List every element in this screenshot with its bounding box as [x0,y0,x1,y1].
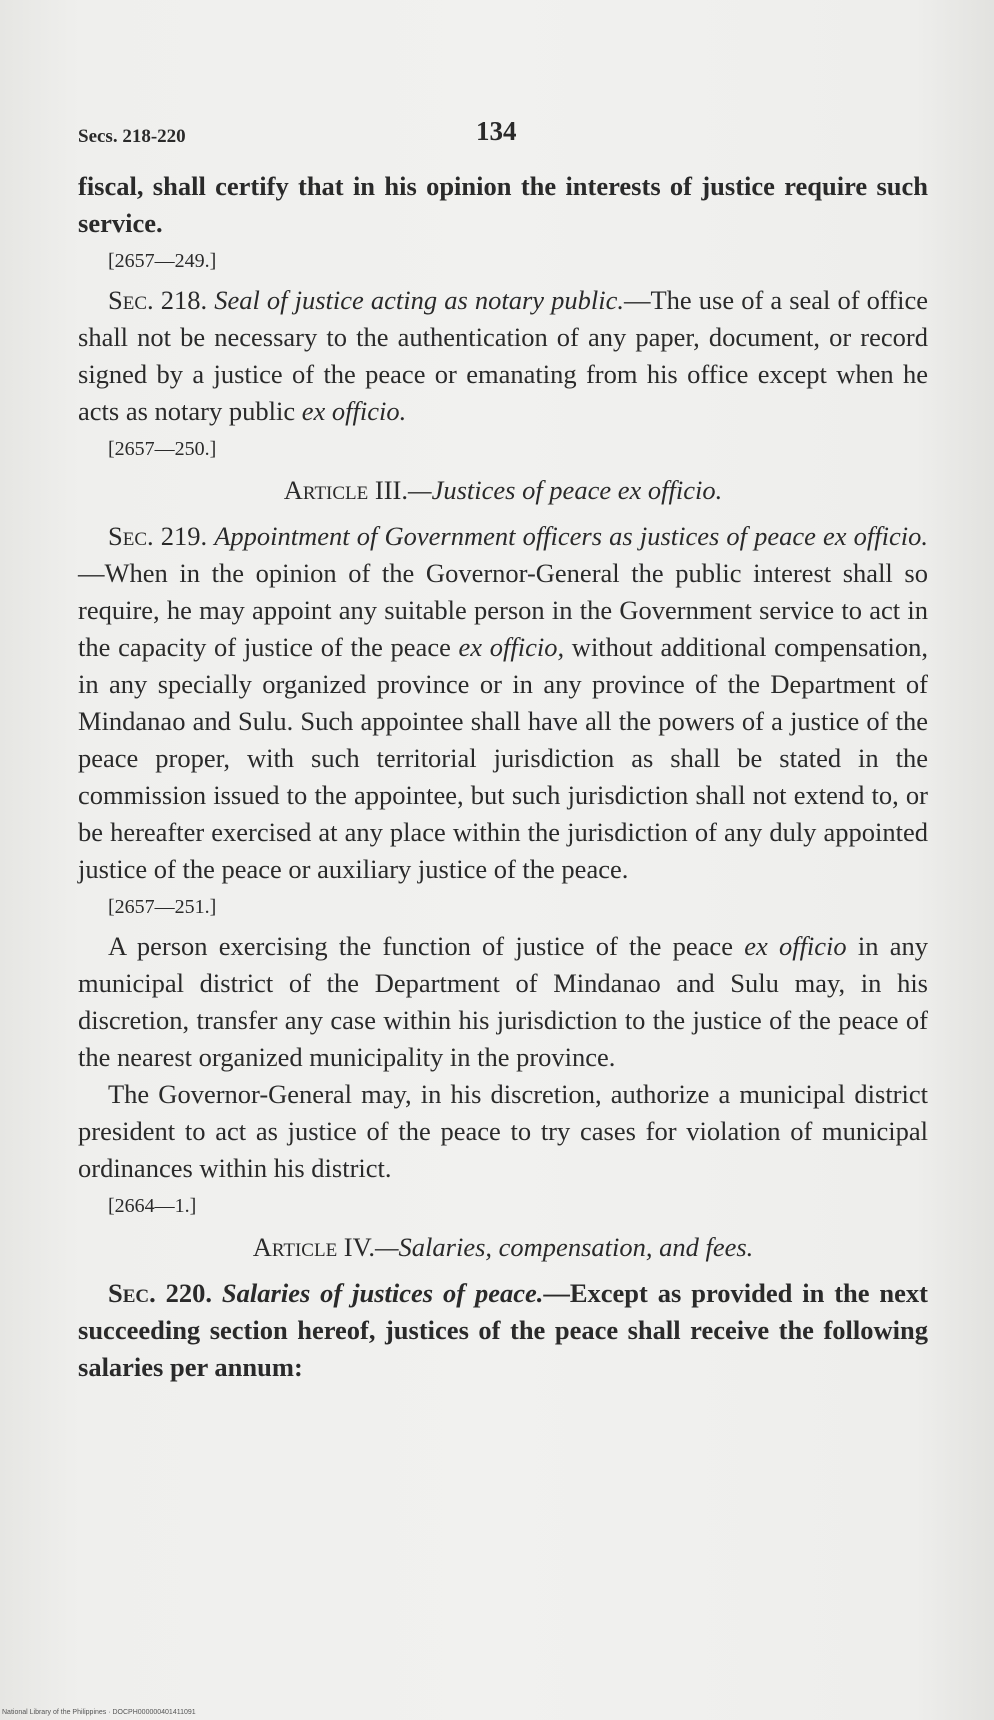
latin-term: ex officio, [458,632,565,662]
section-title: Salaries of justices of peace. [221,1278,544,1308]
citation: [2664—1.] [108,1195,197,1217]
citation: [2657—250.] [108,438,217,460]
page-header [78,116,928,156]
article-title: —Justices of peace ex officio. [408,475,723,505]
section-label: Sec. 220. [108,1278,213,1308]
section-text: without additional compensation, in any specially organized province or in any province of the Department of Mindanao and Sulu. Such appointee shall have all the powers of a justice of the peace proper, with such territorial jurisdiction as shall be stated in the commission issued to the appointee, but such jurisdiction shall not extend to, or be hereafter exercised at any place within the jurisdiction of any duly appointed justice of the peace or auxiliary justice of the peace. [78,632,928,884]
citation: [2657—249.] [108,250,217,272]
library-watermark: National Library of the Philippines · DOCPH000000401411091 [2,1709,196,1716]
article-label: Article IV. [252,1232,375,1262]
article-title: —Salaries, compensation, and fees. [374,1232,754,1262]
continued-paragraph: fiscal, shall certify that in his opinion the interests of justice require such service. [78,171,928,238]
article-label: Article III. [283,475,408,505]
section-218 [78,282,928,430]
section-219 [78,518,928,888]
section-220 [78,1275,928,1386]
paragraph-text: A person exercising the function of justice of the peace [108,931,745,961]
latin-term: ex officio. [301,396,407,426]
page-body [78,168,928,1386]
citation: [2657—251.] [108,896,217,918]
section-label: Sec. 219. [108,521,208,551]
section-label: Sec. 218. [108,285,208,315]
article-heading [78,1227,928,1267]
section-text: —When in the opinion of the Governor-General the public interest shall so require, he may appoint any suitable person in the Government service to act in the capacity of justice of the peace [78,558,928,662]
paragraph-text: in any municipal district of the Department of Mindanao and Sulu may, in his discretion, transfer any case within his jurisdiction to the justice of the peace of the nearest organized municipality in the province. [78,931,929,1072]
section-text: —The use of a seal of office shall not be necessary to the authentication of any paper, document, or record signed by a justice of the peace or emanating from his office except when he acts as notary public [78,285,928,426]
page-number: 134 [476,116,517,146]
article-heading [78,470,928,510]
paragraph-governor: The Governor-General may, in his discretion, authorize a municipal district president to act as justice of the peace to try cases for violation of municipal ordinances within his district. [78,1079,928,1183]
section-title: Appointment of Government officers as justices of peace ex officio. [214,521,928,551]
latin-term: ex officio [744,931,847,961]
section-text: —Except as provided in the next succeeding section hereof, justices of the peace shall receive the following salaries per annum: [78,1278,928,1382]
paragraph-transfer [78,928,928,1076]
section-title: Seal of justice acting as notary public. [214,285,624,315]
section-range: Secs. 218-220 [78,126,186,147]
